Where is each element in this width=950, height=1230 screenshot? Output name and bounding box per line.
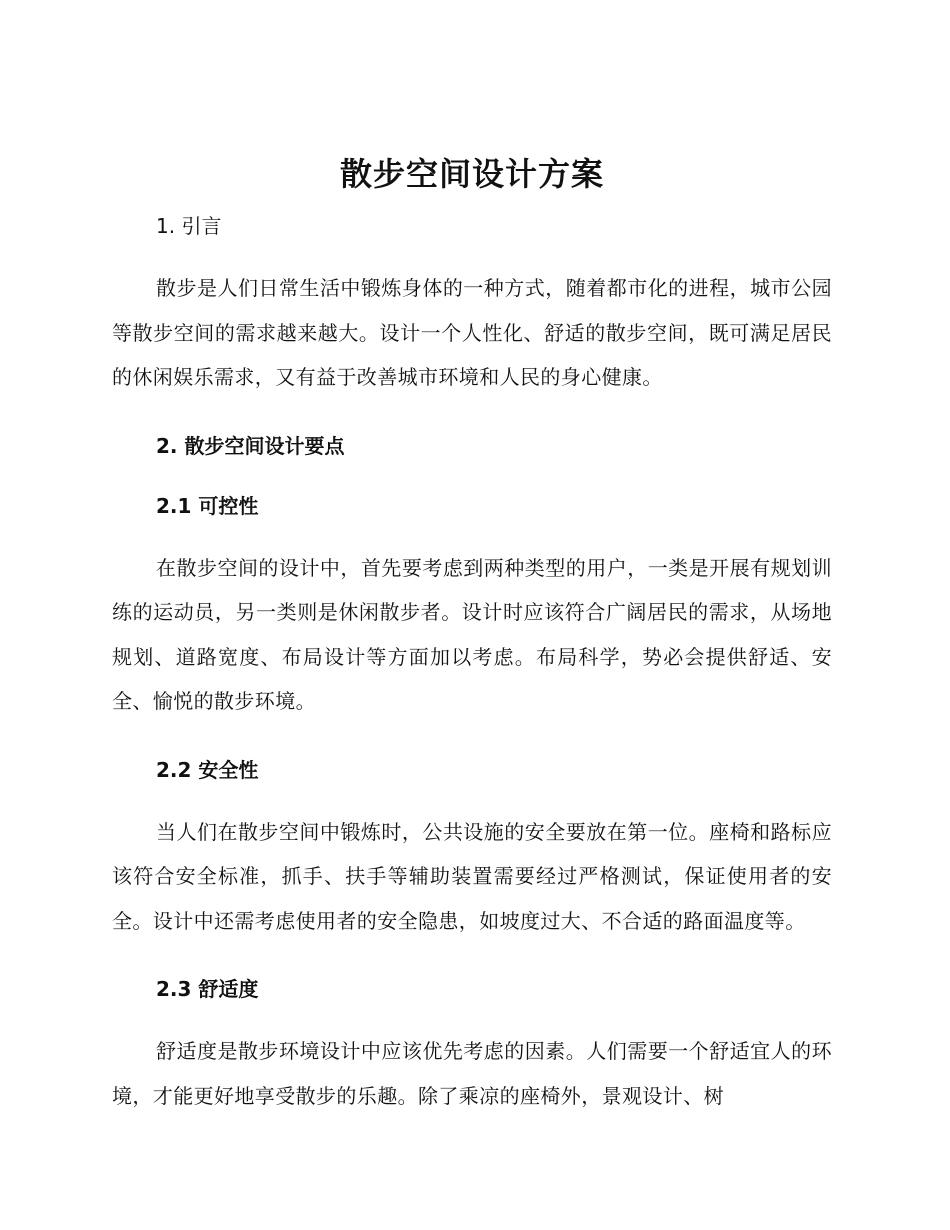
controllability-paragraph: 在散步空间的设计中，首先要考虑到两种类型的用户，一类是开展有规划训练的运动员，另一类则是休闲散步者。设计时应该符合广阔居民的需求，从场地规划、道路宽度、布局设计等方面加以考虑。布局科学，势必会提供舒适、安全、愉悦的散步环境。 <box>112 555 832 713</box>
section-heading-design-points: 2. 散步空间设计要点 <box>156 433 345 458</box>
intro-paragraph: 散步是人们日常生活中锻炼身体的一种方式，随着都市化的进程，城市公园等散步空间的需求越来越大。设计一个人性化、舒适的散步空间，既可满足居民的休闲娱乐需求，又有益于改善城市环境和人民的身心健康。 <box>112 276 832 389</box>
document-title: 散步空间设计方案 <box>339 155 604 193</box>
safety-paragraph: 当人们在散步空间中锻炼时，公共设施的安全要放在第一位。座椅和路标应该符合安全标准，抓手、扶手等辅助装置需要经过严格测试，保证使用者的安全。设计中还需考虑使用者的安全隐患，如坡度过大、不合适的路面温度等。 <box>112 819 832 933</box>
subsection-heading-comfort: 2.3 舒适度 <box>156 977 259 1001</box>
document-page <box>112 148 832 1118</box>
section-heading-intro: 1. 引言 <box>156 214 222 238</box>
subsection-heading-safety: 2.2 安全性 <box>156 757 259 782</box>
comfort-paragraph: 舒适度是散步环境设计中应该优先考虑的因素。人们需要一个舒适宜人的环境，才能更好地享受散步的乐趣。除了乘凉的座椅外，景观设计、树 <box>112 1039 832 1108</box>
subsection-heading-controllability: 2.1 可控性 <box>156 493 259 518</box>
